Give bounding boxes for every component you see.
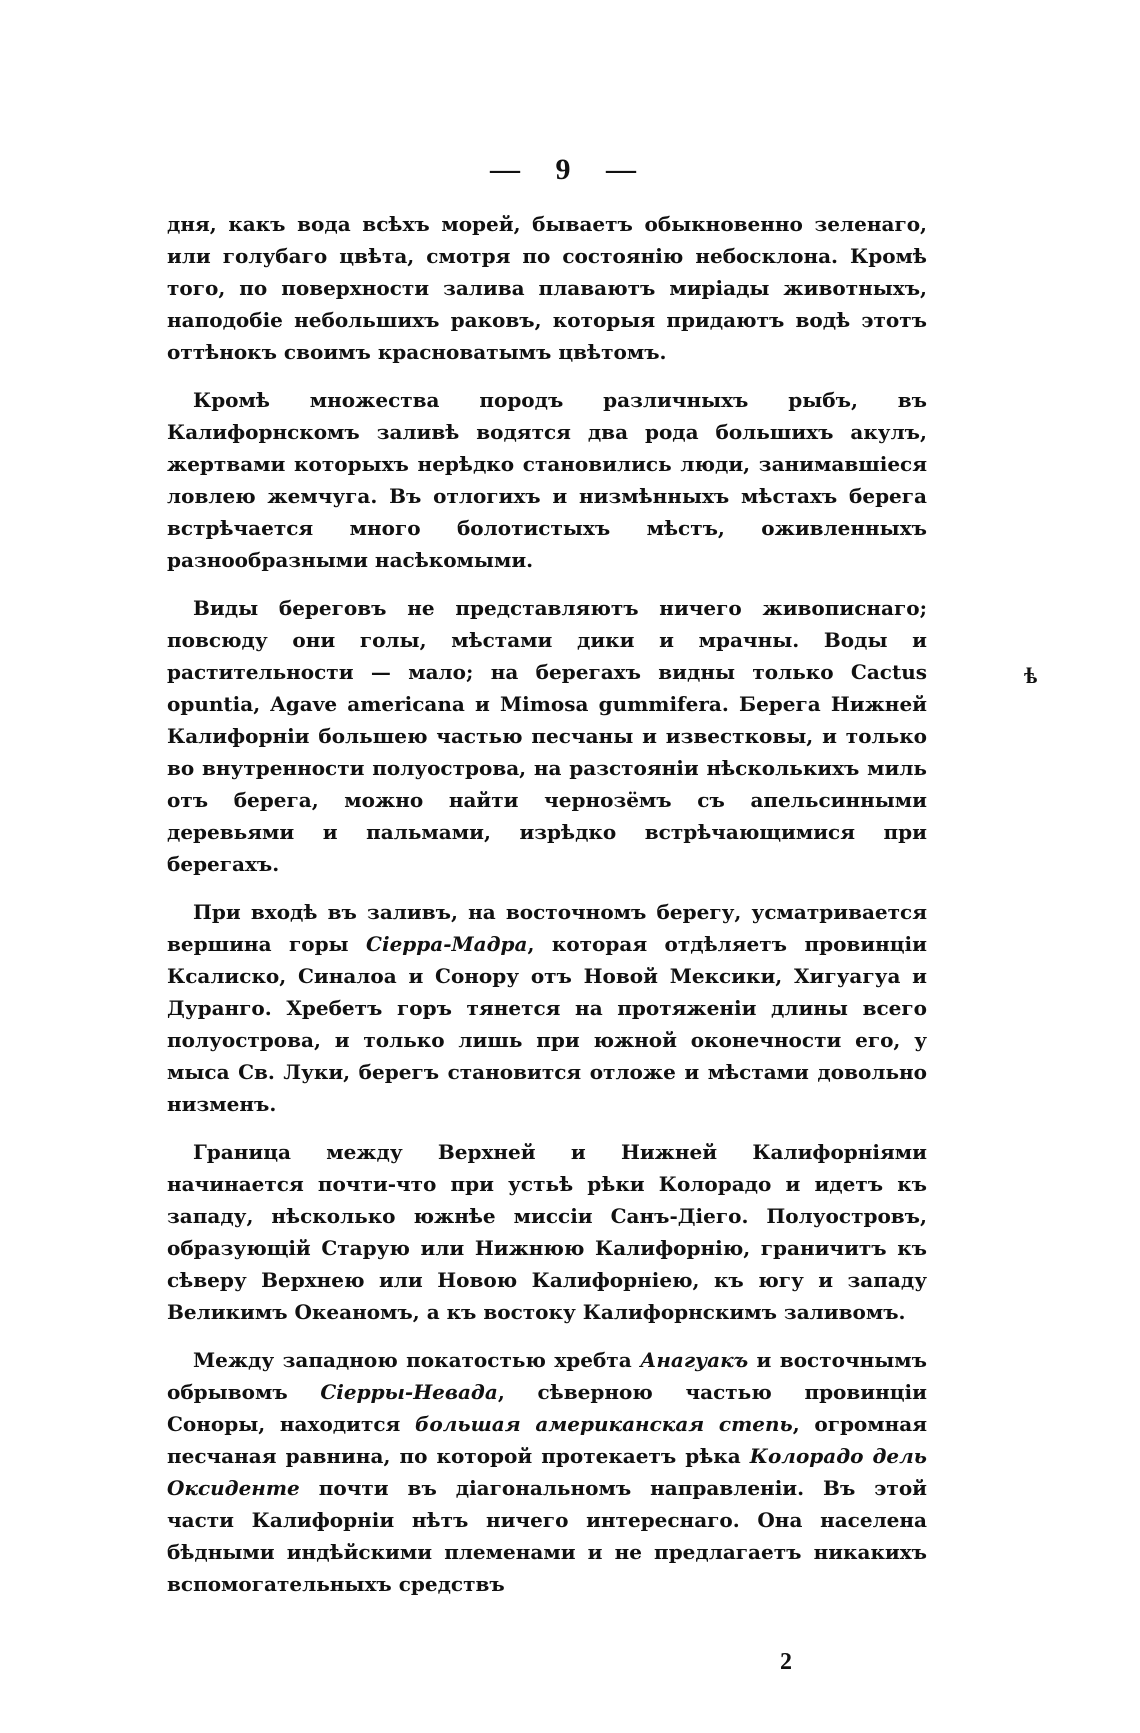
text-segment: , сѣверною частью провинціи Соноры, находится (167, 1380, 927, 1436)
signature-mark: 2 (780, 1649, 792, 1675)
paragraph-2 (167, 384, 927, 576)
text-segment: , огромная песчаная равнина, по которой протекаетъ рѣка (167, 1412, 928, 1468)
margin-mark: ѣ (1024, 663, 1038, 688)
italic-place-name: Анагуакъ (640, 1348, 749, 1372)
italic-term: большая американская степь (414, 1412, 793, 1436)
text-segment: дня, какъ вода всѣхъ морей, бываетъ обыкновенно зеленаго, или голубаго цвѣта, смотря по состоянію небосклона. Кромѣ того, по поверхности залива плаваютъ миріады животныхъ, наподобіе небольшихъ раковъ, которыя придаютъ водѣ этотъ оттѣнокъ своимъ красноватымъ цвѣтомъ. (167, 212, 927, 364)
body-text (167, 208, 927, 1616)
page-number: — 9 — (490, 153, 650, 186)
italic-place-name: Сіерры-Невада (320, 1380, 498, 1404)
text-segment: почти въ діагональномъ направленіи. Въ этой части Калифорніи нѣтъ ничего интереснаго. Она населена бѣдными индѣйскими племенами и не предлагаетъ никакихъ вспомогательныхъ средствъ (167, 1476, 927, 1596)
text-segment: и восточнымъ обрывомъ (167, 1348, 927, 1404)
text-segment: Граница между Верхней и Нижней Калифорніями начинается почти-что при устьѣ рѣки Колорадо и идетъ къ западу, нѣсколько южнѣе миссіи Санъ-Діего. Полуостровъ, образующій Старую или Нижнюю Калифорнію, граничитъ къ сѣверу Верхнею или Новою Калифорніею, къ югу и западу Великимъ Океаномъ, а къ востоку Калифорнскимъ заливомъ. (167, 1140, 927, 1324)
paragraph-1 (167, 208, 927, 368)
text-segment: , которая отдѣляетъ провинціи Ксалиско, Синалоа и Сонору отъ Новой Мексики, Хигуагуа и Дуранго. Хребетъ горъ тянется на протяженіи длины всего полуострова, и только лишь при южной оконечности его, у мыса Св. Луки, берегъ становится отложе и мѣстами довольно низменъ. (167, 932, 927, 1116)
paragraph-4 (167, 896, 927, 1120)
text-segment: Между западною покатостью хребта (193, 1348, 641, 1372)
text-segment: При входѣ въ заливъ, на восточномъ берегу, усматривается вершина горы (167, 900, 927, 956)
paragraph-5 (167, 1136, 927, 1328)
italic-place-name: Сіерра-Мадра (366, 932, 528, 956)
text-segment: Кромѣ множества породъ различныхъ рыбъ, въ Калифорнскомъ заливѣ водятся два рода большихъ акулъ, жертвами которыхъ нерѣдко становились люди, занимавшіеся ловлею жемчуга. Въ отлогихъ и низмѣнныхъ мѣстахъ берега встрѣчается много болотистыхъ мѣстъ, оживленныхъ разнообразными насѣкомыми. (167, 388, 927, 572)
italic-place-name: Колорадо дель Оксиденте (167, 1444, 927, 1500)
paragraph-6 (167, 1344, 927, 1600)
text-segment: Виды береговъ не представляютъ ничего живописнаго; повсюду они голы, мѣстами дики и мрачны. Воды и растительности — мало; на берегахъ видны только Cactus opuntia, Agave americana и Mimosa gummifera. Берега Нижней Калифорніи большею частью песчаны и известковы, и только во внутренности полуострова, на разстояніи нѣсколькихъ миль отъ берега, можно найти чернозёмъ съ апельсинными деревьями и пальмами, изрѣдко встрѣчающимися при берегахъ. (167, 596, 927, 876)
paragraph-3 (167, 592, 927, 880)
